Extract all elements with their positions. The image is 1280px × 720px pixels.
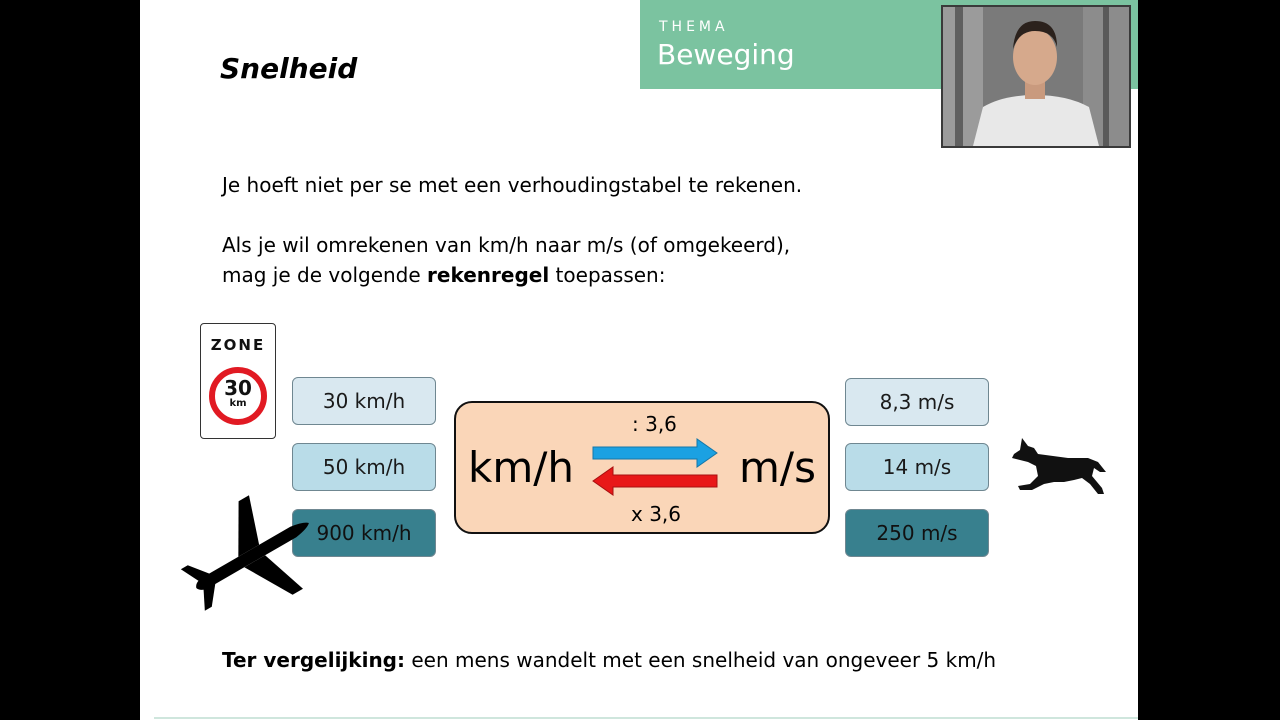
conversion-rule-box xyxy=(454,401,830,534)
speed-limit-unit: km xyxy=(229,398,247,409)
arrow-right-icon xyxy=(593,439,717,467)
presenter-video-frame xyxy=(943,7,1129,146)
zone-30-sign xyxy=(200,323,276,439)
ms-example-box: 8,3 m/s xyxy=(845,378,989,426)
slide xyxy=(140,0,1138,720)
speed-limit-circle xyxy=(209,367,267,425)
theme-label: THEMA xyxy=(659,19,729,35)
rule-intro-text-2 xyxy=(222,260,665,290)
airplane-icon xyxy=(180,495,320,619)
ms-example-box: 14 m/s xyxy=(845,443,989,491)
webcam-video xyxy=(941,5,1131,148)
intro-text: Je hoeft niet per se met een verhoudingstabel te rekenen. xyxy=(222,173,803,197)
kmh-example-box: 900 km/h xyxy=(292,509,436,557)
arrow-left-icon xyxy=(593,467,717,495)
speed-limit-number: 30 xyxy=(224,376,252,400)
rule-text-part: toepassen: xyxy=(549,263,666,287)
theme-title: Beweging xyxy=(657,38,795,71)
rule-text-part: mag je de volgende xyxy=(222,263,428,287)
slide-title: Snelheid xyxy=(220,52,358,85)
divide-operation-label: : 3,6 xyxy=(632,412,677,436)
conversion-arrows xyxy=(589,436,721,502)
kmh-example-box: 50 km/h xyxy=(292,443,436,491)
zone-sign-label: ZONE xyxy=(210,336,266,354)
bottom-divider xyxy=(154,717,1138,719)
footnote-text: een mens wandelt met een snelheid van ongeveer 5 km/h xyxy=(405,648,997,672)
kmh-example-box: 30 km/h xyxy=(292,377,436,425)
dog-icon xyxy=(1008,432,1108,498)
to-unit-label: m/s xyxy=(739,443,816,492)
rule-intro-text: Als je wil omrekenen van km/h naar m/s (of omgekeerd), xyxy=(222,233,791,257)
comparison-footnote xyxy=(222,648,996,672)
rule-keyword: rekenregel xyxy=(427,263,550,287)
from-unit-label: km/h xyxy=(468,443,575,492)
footnote-bold: Ter vergelijking: xyxy=(222,648,405,672)
ms-example-box: 250 m/s xyxy=(845,509,989,557)
multiply-operation-label: x 3,6 xyxy=(631,502,681,526)
